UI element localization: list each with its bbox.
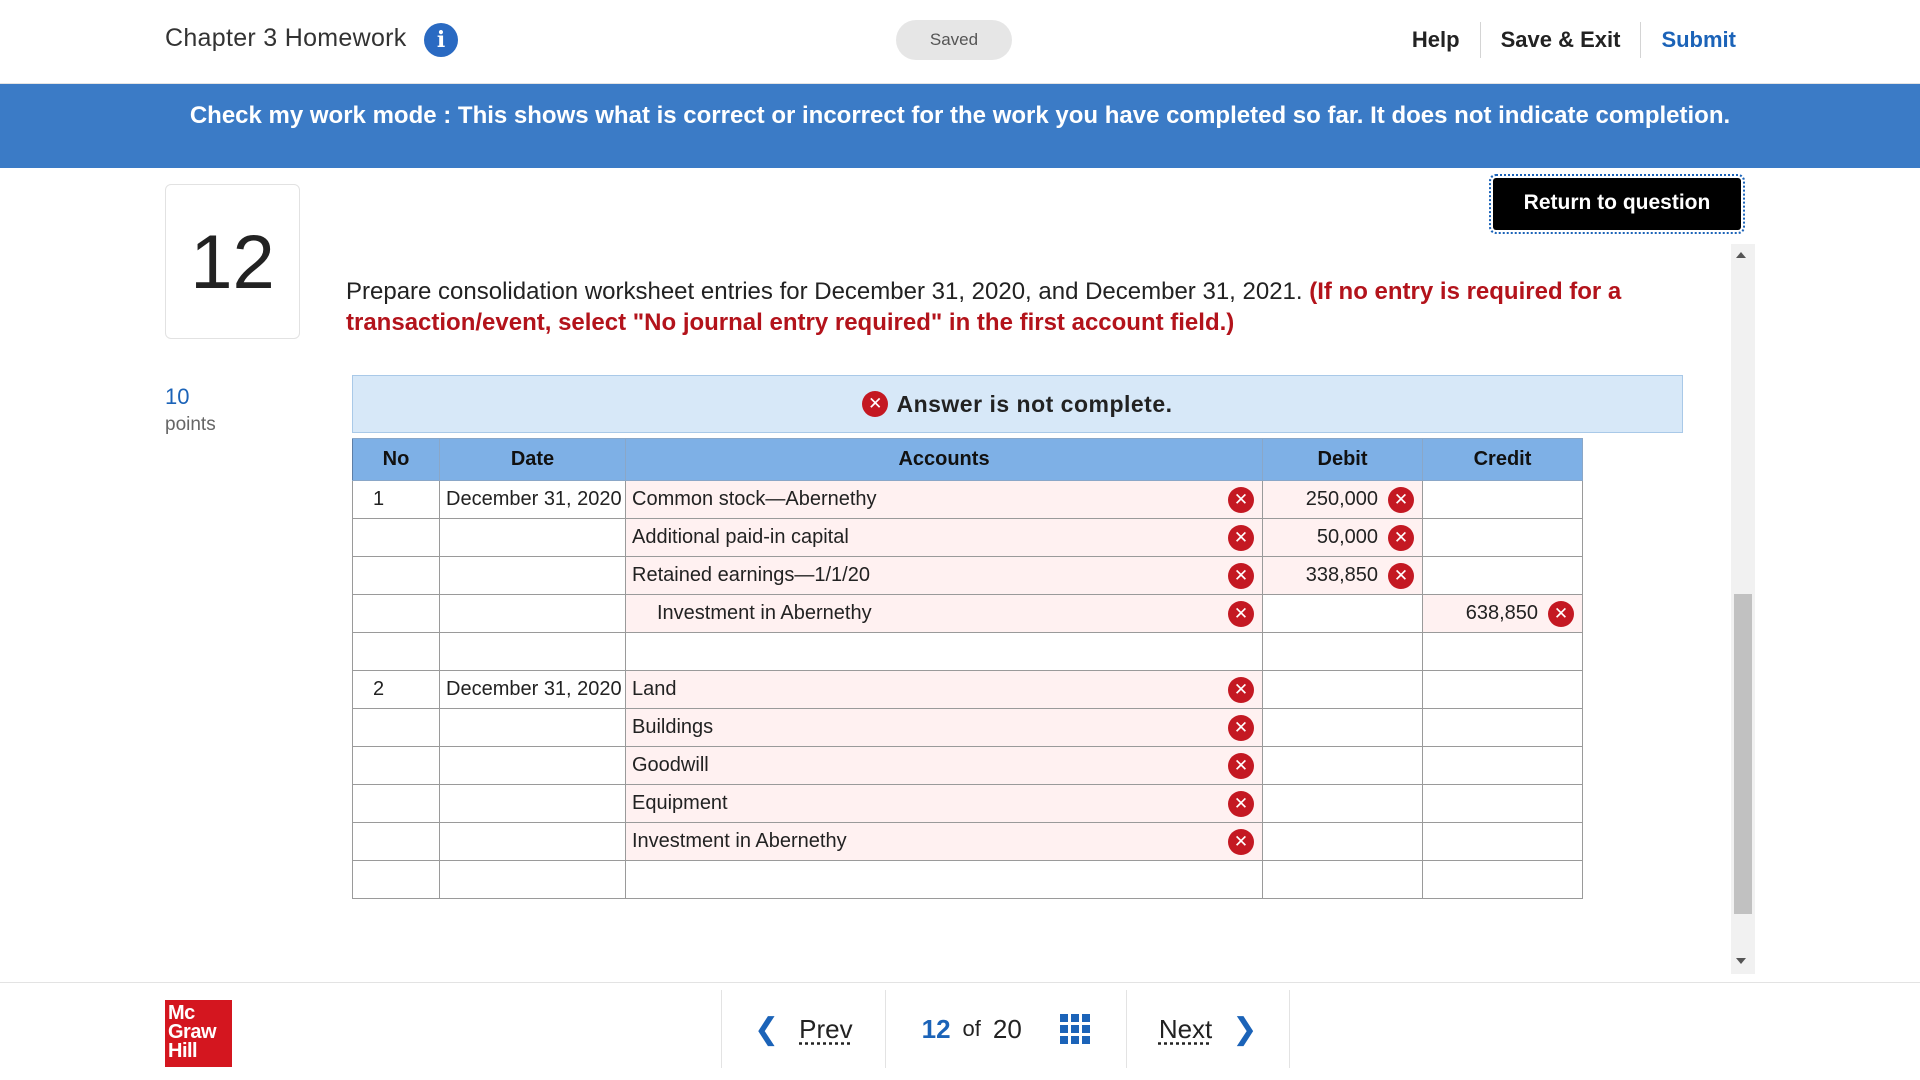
prev-button[interactable] [722, 990, 885, 1068]
cell-date[interactable] [440, 823, 626, 861]
incorrect-x-icon: ✕ [1228, 487, 1254, 513]
top-bar [0, 0, 1920, 84]
table-row [353, 709, 1583, 747]
incorrect-x-icon: ✕ [1228, 829, 1254, 855]
points-value: 10 [165, 384, 190, 409]
cell-no: 2 [353, 671, 440, 709]
submit-button[interactable]: Submit [1661, 27, 1736, 52]
cell-account[interactable] [626, 747, 1263, 785]
cell-credit[interactable] [1423, 823, 1583, 861]
cell-debit[interactable] [1263, 519, 1423, 557]
cell-debit[interactable] [1263, 861, 1423, 899]
answer-status-text: Answer is not complete. [896, 391, 1173, 417]
cell-account[interactable] [626, 595, 1263, 633]
column-header-credit: Credit [1423, 439, 1583, 481]
account-name: Common stock—Abernethy [632, 488, 877, 510]
cell-account[interactable] [626, 519, 1263, 557]
column-header-accounts: Accounts [626, 439, 1263, 481]
check-my-work-banner: Check my work mode : This shows what is correct or incorrect for the work you have completed so far. It does not indicate completion. [0, 84, 1920, 168]
cell-account[interactable] [626, 709, 1263, 747]
cell-credit[interactable] [1423, 595, 1583, 633]
cell-credit[interactable] [1423, 709, 1583, 747]
cell-debit[interactable] [1263, 747, 1423, 785]
cell-date[interactable] [440, 557, 626, 595]
points-label: points [165, 414, 216, 435]
return-to-question-button[interactable]: Return to question [1493, 178, 1741, 230]
cell-credit[interactable] [1423, 671, 1583, 709]
credit-amount: 638,850 [1465, 602, 1538, 624]
cell-credit[interactable] [1423, 519, 1583, 557]
scroll-down-arrow-icon[interactable] [1736, 958, 1746, 964]
assignment-title: Chapter 3 Homework [165, 24, 407, 52]
table-row [353, 595, 1583, 633]
table-row [353, 861, 1583, 899]
cell-debit[interactable] [1263, 823, 1423, 861]
logo-line: Hill [168, 1040, 198, 1062]
cell-debit[interactable] [1263, 481, 1423, 519]
cell-no [353, 823, 440, 861]
table-row [353, 633, 1583, 671]
incorrect-x-icon: ✕ [1228, 563, 1254, 589]
cell-credit[interactable] [1423, 633, 1583, 671]
of-label: of [962, 1016, 981, 1041]
prev-label: Prev [799, 1013, 853, 1044]
mcgraw-hill-logo [165, 1000, 232, 1067]
cell-account[interactable] [626, 557, 1263, 595]
cell-no: 1 [353, 481, 440, 519]
table-row [353, 481, 1583, 519]
cell-date[interactable] [440, 519, 626, 557]
table-row [353, 671, 1583, 709]
column-header-no: No [353, 439, 440, 481]
question-grid-icon[interactable] [1060, 1014, 1090, 1044]
cell-account[interactable] [626, 785, 1263, 823]
cell-account[interactable] [626, 861, 1263, 899]
cell-no [353, 595, 440, 633]
page-indicator[interactable] [885, 990, 1127, 1068]
incorrect-x-icon: ✕ [1228, 677, 1254, 703]
logo-line: Graw [168, 1021, 217, 1043]
cell-date[interactable] [440, 747, 626, 785]
cell-credit[interactable] [1423, 747, 1583, 785]
incorrect-x-icon: ✕ [1388, 563, 1414, 589]
cell-date[interactable]: December 31, 2020 [440, 481, 626, 519]
table-row [353, 785, 1583, 823]
cell-date[interactable]: December 31, 2020 [440, 671, 626, 709]
next-button[interactable] [1127, 990, 1290, 1068]
save-exit-button[interactable]: Save & Exit [1500, 27, 1621, 52]
chevron-right-icon: ❯ [1232, 1012, 1258, 1046]
cell-date[interactable] [440, 861, 626, 899]
cell-no [353, 709, 440, 747]
cell-debit[interactable] [1263, 557, 1423, 595]
column-header-date: Date [440, 439, 626, 481]
table-row [353, 519, 1583, 557]
account-name: Investment in Abernethy [632, 830, 847, 852]
table-row [353, 823, 1583, 861]
cell-no [353, 633, 440, 671]
account-name: Land [632, 678, 677, 700]
chevron-left-icon: ❮ [754, 1012, 780, 1046]
table-header-row [353, 439, 1583, 481]
account-name: Equipment [632, 792, 728, 814]
cell-account[interactable] [626, 823, 1263, 861]
cell-account[interactable] [626, 633, 1263, 671]
incorrect-x-icon: ✕ [1388, 487, 1414, 513]
info-icon[interactable]: i [424, 23, 458, 57]
current-page: 12 [921, 1013, 951, 1044]
cell-date[interactable] [440, 785, 626, 823]
table-row [353, 557, 1583, 595]
cell-account[interactable] [626, 671, 1263, 709]
cell-no [353, 861, 440, 899]
cell-credit[interactable] [1423, 557, 1583, 595]
prompt-text: Prepare consolidation worksheet entries for December 31, 2020, and December 31, 2021. [346, 278, 1303, 305]
account-name: Retained earnings—1/1/20 [632, 564, 870, 586]
next-label: Next [1158, 1013, 1213, 1044]
cell-no [353, 747, 440, 785]
cell-no [353, 785, 440, 823]
incorrect-x-icon: ✕ [1228, 791, 1254, 817]
header-nav [1392, 22, 1736, 58]
account-name: Goodwill [632, 754, 709, 776]
scroll-up-arrow-icon[interactable] [1736, 252, 1746, 258]
error-x-icon: ✕ [862, 391, 888, 417]
cell-date[interactable] [440, 595, 626, 633]
account-name: Buildings [632, 716, 714, 738]
cell-debit[interactable] [1263, 709, 1423, 747]
answer-status-box [352, 375, 1683, 433]
prompt-instruction: (If no entry is required for a transaction/event, select "No journal entry required" in the first account field.) [346, 278, 1622, 336]
incorrect-x-icon: ✕ [1228, 753, 1254, 779]
cell-debit[interactable] [1263, 785, 1423, 823]
cell-credit[interactable] [1423, 481, 1583, 519]
scrollbar-thumb[interactable] [1734, 594, 1752, 914]
cell-debit[interactable] [1263, 671, 1423, 709]
debit-amount: 50,000 [1316, 526, 1378, 548]
cell-no [353, 519, 440, 557]
help-button[interactable]: Help [1411, 27, 1460, 52]
incorrect-x-icon: ✕ [1548, 601, 1574, 627]
table-row [353, 747, 1583, 785]
question-number: 12 [165, 184, 300, 339]
cell-credit[interactable] [1423, 785, 1583, 823]
saved-status-badge: Saved [896, 20, 1012, 60]
account-name: Additional paid-in capital [632, 526, 849, 548]
logo-line: Mc [168, 1002, 195, 1024]
question-pager [721, 990, 1290, 1068]
cell-account[interactable] [626, 481, 1263, 519]
incorrect-x-icon: ✕ [1388, 525, 1414, 551]
cell-debit[interactable] [1263, 595, 1423, 633]
debit-amount: 338,850 [1305, 564, 1378, 586]
column-header-debit: Debit [1263, 439, 1423, 481]
question-prompt [346, 276, 1716, 338]
cell-date[interactable] [440, 709, 626, 747]
cell-date[interactable] [440, 633, 626, 671]
incorrect-x-icon: ✕ [1228, 715, 1254, 741]
incorrect-x-icon: ✕ [1228, 525, 1254, 551]
journal-entry-table [352, 438, 1583, 899]
total-pages: 20 [992, 1013, 1022, 1044]
cell-no [353, 557, 440, 595]
account-name: Investment in Abernethy [657, 602, 872, 624]
cell-debit[interactable] [1263, 633, 1423, 671]
debit-amount: 250,000 [1305, 488, 1378, 510]
cell-credit[interactable] [1423, 861, 1583, 899]
incorrect-x-icon: ✕ [1228, 601, 1254, 627]
